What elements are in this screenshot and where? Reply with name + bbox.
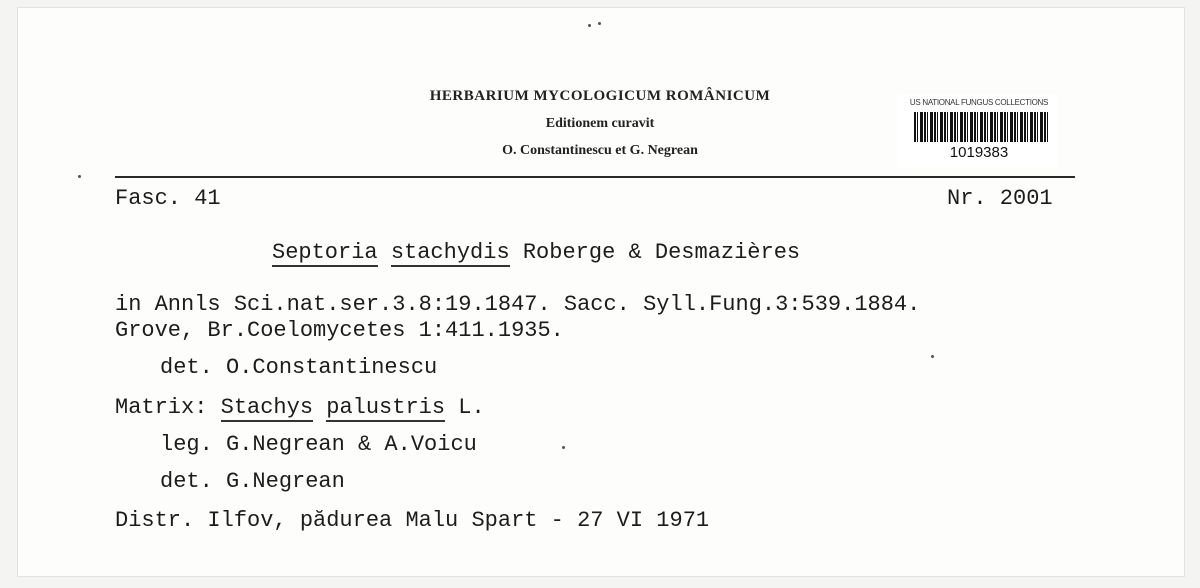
specimen-number: Nr. 2001 — [947, 186, 1053, 211]
distribution-line: Distr. Ilfov, pădurea Malu Spart - 27 VI 1971 — [115, 508, 710, 533]
fascicle-number: Fasc. 41 — [115, 186, 221, 211]
speck — [598, 22, 601, 25]
taxon-species: stachydis — [390, 240, 510, 265]
matrix-prefix: Matrix: — [115, 395, 208, 420]
determiner-2: det. G.Negrean — [160, 469, 345, 494]
taxon-genus: Septoria — [272, 240, 378, 265]
matrix-species: palustris — [326, 395, 446, 420]
collector-line: leg. G.Negrean & A.Voicu — [160, 432, 477, 457]
speck — [931, 355, 934, 358]
citation-line-2: Grove, Br.Coelomycetes 1:411.1935. — [115, 318, 564, 343]
barcode-number: 1019383 — [949, 144, 1009, 161]
barcode-bars — [914, 112, 1048, 142]
matrix-genus: Stachys — [220, 395, 314, 420]
citation-line-1: in Annls Sci.nat.ser.3.8:19.1847. Sacc. Syll.Fung.3:539.1884. — [115, 292, 921, 317]
herbarium-title: HERBARIUM MYCOLOGICUM ROMÂNICUM — [429, 88, 771, 104]
barcode-caption: US NATIONAL FUNGUS COLLECTIONS — [909, 98, 1049, 107]
speck — [588, 24, 591, 27]
taxon-authors: Roberge & Desmazières — [522, 240, 801, 265]
herbarium-editors: O. Constantinescu et G. Negrean — [502, 143, 698, 158]
matrix-author: L. — [458, 395, 485, 420]
herbarium-subtitle: Editionem curavit — [545, 116, 655, 131]
header-divider — [115, 176, 1075, 178]
taxon-name — [272, 240, 800, 265]
matrix-line — [115, 395, 485, 420]
speck — [78, 175, 81, 178]
speck — [562, 446, 565, 449]
determiner-1: det. O.Constantinescu — [160, 355, 438, 380]
